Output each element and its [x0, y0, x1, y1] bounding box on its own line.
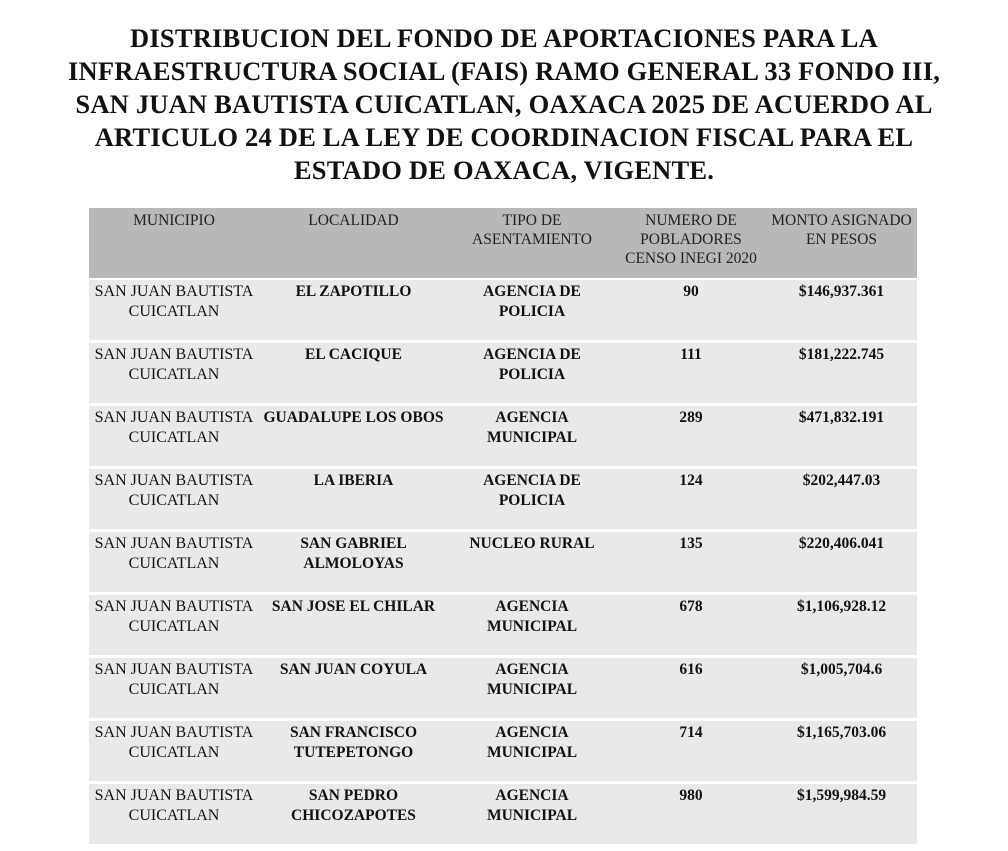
- cell-localidad: SAN FRANCISCO TUTEPETONGO: [259, 721, 448, 784]
- cell-localidad: SAN JOSE EL CHILAR: [259, 595, 448, 658]
- cell-tipo: AGENCIA MUNICIPAL: [448, 784, 616, 847]
- table-row: [89, 721, 917, 784]
- cell-monto: $471,832.191: [766, 406, 917, 469]
- cell-pobladores: 616: [616, 658, 766, 721]
- cell-pobladores: 135: [616, 532, 766, 595]
- cell-localidad: LA IBERIA: [259, 469, 448, 532]
- table-row: [89, 469, 917, 532]
- table-row: [89, 658, 917, 721]
- cell-municipio: SAN JUAN BAUTISTA CUICATLAN: [89, 658, 259, 721]
- table-row: [89, 406, 917, 469]
- cell-municipio: SAN JUAN BAUTISTA CUICATLAN: [89, 280, 259, 343]
- cell-monto: $1,599,984.59: [766, 784, 917, 847]
- cell-pobladores: 714: [616, 721, 766, 784]
- cell-municipio: SAN JUAN BAUTISTA CUICATLAN: [89, 343, 259, 406]
- cell-tipo: AGENCIA DE POLICIA: [448, 280, 616, 343]
- cell-tipo: NUCLEO RURAL: [448, 532, 616, 595]
- cell-monto: $1,165,703.06: [766, 721, 917, 784]
- cell-tipo: AGENCIA MUNICIPAL: [448, 595, 616, 658]
- header-municipio: MUNICIPIO: [89, 208, 259, 280]
- cell-monto: $181,222.745: [766, 343, 917, 406]
- table-header-row: [89, 208, 917, 280]
- cell-municipio: SAN JUAN BAUTISTA CUICATLAN: [89, 595, 259, 658]
- header-tipo-asentamiento: TIPO DE ASENTAMIENTO: [448, 208, 616, 280]
- cell-monto: $202,447.03: [766, 469, 917, 532]
- cell-municipio: SAN JUAN BAUTISTA CUICATLAN: [89, 721, 259, 784]
- cell-monto: $146,937.361: [766, 280, 917, 343]
- cell-tipo: AGENCIA MUNICIPAL: [448, 406, 616, 469]
- cell-monto: $220,406.041: [766, 532, 917, 595]
- cell-pobladores: 678: [616, 595, 766, 658]
- cell-municipio: SAN JUAN BAUTISTA CUICATLAN: [89, 406, 259, 469]
- cell-tipo: AGENCIA DE POLICIA: [448, 469, 616, 532]
- cell-localidad: EL CACIQUE: [259, 343, 448, 406]
- cell-tipo: AGENCIA MUNICIPAL: [448, 721, 616, 784]
- cell-monto: $1,005,704.6: [766, 658, 917, 721]
- cell-municipio: SAN JUAN BAUTISTA CUICATLAN: [89, 532, 259, 595]
- fais-distribution-table: [89, 208, 917, 847]
- cell-monto: $1,106,928.12: [766, 595, 917, 658]
- table-row: [89, 595, 917, 658]
- cell-localidad: EL ZAPOTILLO: [259, 280, 448, 343]
- header-localidad: LOCALIDAD: [259, 208, 448, 280]
- table-row: [89, 343, 917, 406]
- cell-tipo: AGENCIA DE POLICIA: [448, 343, 616, 406]
- cell-municipio: SAN JUAN BAUTISTA CUICATLAN: [89, 469, 259, 532]
- cell-localidad: GUADALUPE LOS OBOS: [259, 406, 448, 469]
- table-row: [89, 784, 917, 847]
- cell-pobladores: 289: [616, 406, 766, 469]
- cell-pobladores: 980: [616, 784, 766, 847]
- table-row: [89, 532, 917, 595]
- header-numero-pobladores: NUMERO DE POBLADORES CENSO INEGI 2020: [616, 208, 766, 280]
- cell-localidad: SAN PEDRO CHICOZAPOTES: [259, 784, 448, 847]
- cell-localidad: SAN GABRIEL ALMOLOYAS: [259, 532, 448, 595]
- cell-pobladores: 90: [616, 280, 766, 343]
- cell-pobladores: 124: [616, 469, 766, 532]
- table-row: [89, 280, 917, 343]
- header-monto-asignado: MONTO ASIGNADO EN PESOS: [766, 208, 917, 280]
- cell-pobladores: 111: [616, 343, 766, 406]
- document-title: DISTRIBUCION DEL FONDO DE APORTACIONES PARA LA INFRAESTRUCTURA SOCIAL (FAIS) RAMO GENERAL 33 FONDO III, SAN JUAN BAUTISTA CUICATLAN, OAXACA 2025 DE ACUERDO AL ARTICULO 24 DE LA LEY DE COORDINACION FISCAL PARA EL ESTADO DE OAXACA, VIGENTE.: [67, 23, 941, 185]
- cell-tipo: AGENCIA MUNICIPAL: [448, 658, 616, 721]
- cell-localidad: SAN JUAN COYULA: [259, 658, 448, 721]
- cell-municipio: SAN JUAN BAUTISTA CUICATLAN: [89, 784, 259, 847]
